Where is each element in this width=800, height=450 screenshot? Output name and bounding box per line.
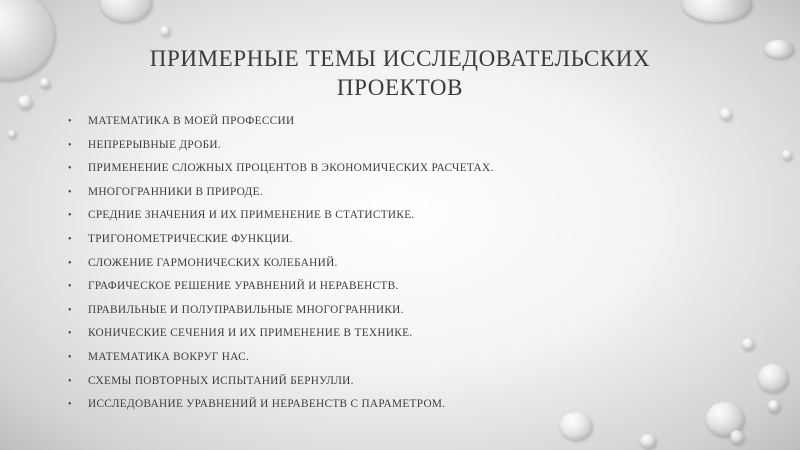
water-drop [682,0,752,22]
water-drop [18,95,32,109]
topic-text: КОНИЧЕСКИЕ СЕЧЕНИЯ И ИХ ПРИМЕНЕНИЕ В ТЕХНИКЕ. [88,327,413,340]
water-drop [742,338,754,350]
water-drop [758,364,788,392]
topic-item [66,346,686,370]
bullet-icon: • [68,233,72,245]
topic-item [66,181,686,205]
topic-item [66,322,686,346]
topic-item [66,299,686,323]
topic-item [66,252,686,276]
water-drop [764,40,794,58]
water-drop [768,400,780,412]
topic-item [66,204,686,228]
bullet-icon: • [68,186,72,198]
topic-text: МАТЕМАТИКА ВОКРУГ НАС. [88,350,250,363]
water-drop [100,0,152,22]
topics-list [66,110,686,417]
topic-text: СЛОЖЕНИЕ ГАРМОНИЧЕСКИХ КОЛЕБАНИЙ. [88,256,338,269]
bullet-icon: • [68,351,72,363]
slide-title [70,44,730,102]
topic-text: СРЕДНИЕ ЗНАЧЕНИЯ И ИХ ПРИМЕНЕНИЕ В СТАТИСТИКЕ. [88,209,415,222]
water-drop [640,434,656,448]
water-drop [720,108,732,120]
topic-text: ПРИМЕНЕНИЕ СЛОЖНЫХ ПРОЦЕНТОВ В ЭКОНОМИЧЕСКИХ РАСЧЕТАХ. [88,162,494,175]
water-drop [730,430,744,444]
bullet-icon: • [68,139,72,151]
bullet-icon: • [68,163,72,175]
topic-text: СХЕМЫ ПОВТОРНЫХ ИСПЫТАНИЙ БЕРНУЛЛИ. [88,374,354,387]
water-drop [0,0,55,80]
bullet-icon: • [68,399,72,411]
water-drop [782,150,792,160]
topic-text: МНОГОГРАННИКИ В ПРИРОДЕ. [88,185,263,198]
topic-item [66,110,686,134]
slide-title-line-2: ПРОЕКТОВ [336,75,464,100]
water-drop [40,78,50,88]
topic-text: ИССЛЕДОВАНИЕ УРАВНЕНИЙ И НЕРАВЕНСТВ С ПАРАМЕТРОМ. [88,398,446,411]
slide-title-line-1: ПРИМЕРНЫЕ ТЕМЫ ИССЛЕДОВАТЕЛЬСКИХ [149,46,651,71]
topic-item [66,370,686,394]
topic-item [66,134,686,158]
bullet-icon: • [68,257,72,269]
water-drop [160,26,170,36]
topic-text: ПРАВИЛЬНЫЕ И ПОЛУПРАВИЛЬНЫЕ МНОГОГРАННИКИ. [88,303,404,316]
topic-text: НЕПРЕРЫВНЫЕ ДРОБИ. [88,138,221,151]
topic-text: ГРАФИЧЕСКОЕ РЕШЕНИЕ УРАВНЕНИЙ И НЕРАВЕНСТВ. [88,280,399,293]
bullet-icon: • [68,375,72,387]
topic-item [66,393,686,417]
bullet-icon: • [68,281,72,293]
bullet-icon: • [68,116,72,127]
bullet-icon: • [68,210,72,222]
topic-text: ТРИГОНОМЕТРИЧЕСКИЕ ФУНКЦИИ. [88,232,293,245]
bullet-icon: • [68,328,72,340]
topic-item [66,275,686,299]
bullet-icon: • [68,304,72,316]
topic-item [66,157,686,181]
topic-text: МАТЕМАТИКА В МОЕЙ ПРОФЕССИИ [88,115,295,127]
water-drop [8,130,16,138]
topic-item [66,228,686,252]
